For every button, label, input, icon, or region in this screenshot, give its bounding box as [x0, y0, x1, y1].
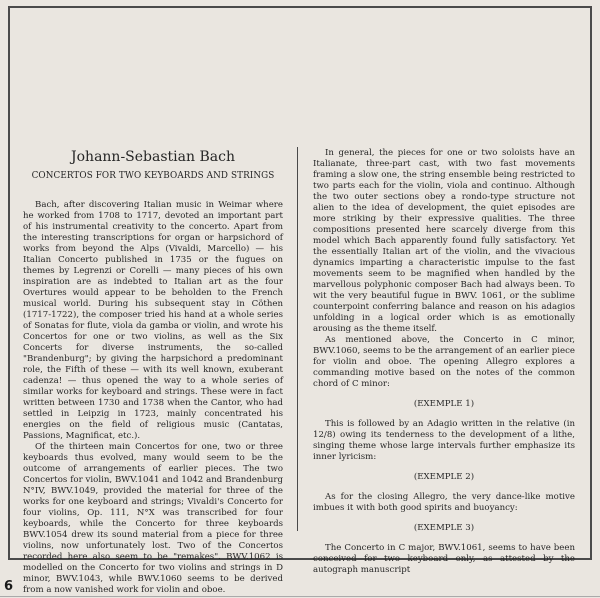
- right-paragraph-5: The Concerto in C major, BWV.1061, seems to have been conceived for two keyboard only, as attested by the autograph manuscript: [313, 543, 575, 575]
- footer-rule: [0, 596, 600, 597]
- left-column: [23, 200, 283, 596]
- example-2-label: (EXEMPLE 2): [413, 472, 475, 482]
- document-subtitle: CONCERTOS FOR TWO KEYBOARDS AND STRINGS: [31, 171, 275, 181]
- right-paragraph-4: As for the closing Allegro, the very dance-like motive imbues it with both good spirits and buoyancy:: [313, 492, 575, 513]
- page-number: 6: [4, 579, 14, 594]
- right-column: [313, 148, 575, 576]
- column-divider: [297, 147, 298, 531]
- left-paragraph-2: Of the thirteen main Concertos for one, two or three keyboards thus evolved, many would seem to be the outcome of arrangements of earlier pieces. The two Concertos for violin, BWV.1041 and 1042 and Brandenburg N°IV, BWV.1049, provided the material for three of the works for one keyboard and strings; Vivaldi's Concerto for four violins, Op. 111, N°X was transcribed for four keyboards, while the Concerto for three keyboards BWV.1054 drew its sound material from a piece for three violins, now unfortunately lost. Two of the Concertos recorded here also seem to be "remakes". BWV.1062 is modelled on the Concerto for two violins and strings in D minor, BWV.1043, while BWV.1060 seems to be derived from a now vanished work for violin and oboe.: [23, 442, 283, 595]
- left-paragraph-1: Bach, after discovering Italian music in Weimar where he worked from 1708 to 1717, devoted an important part of his instrumental creativity to the concerto. Apart from the interesting transcriptions for organ or harpsichord of works from beyond the Alps (Vivaldi, Marcello) — his Italian Concerto published in 1735 or the fugues on themes by Legrenzi or Corelli — many pieces of his own inspiration are as indebted to Italian art as the four Overtures would appear to be beholden to the French musical world. During his subsequent stay in Cöthen (1717-1722), the composer tried his hand at a whole series of Sonatas for flute, viola da gamba or violin, and wrote his Concertos for one or two violins, as well as the Six Concerts for diverse instruments, the so-called "Brandenburg"; by giving the harpsichord a predominant role, the Fifth of these — with its well known, exuberant cadenza! — thus opened the way to a whole series of similar works for keyboard and strings. These were in fact written between 1730 and 1738 when the Cantor, who had settled in Leipzig in 1723, mainly concentrated his energies on the field of religious music (Cantatas, Passions, Magnificat, etc.).: [23, 200, 283, 441]
- right-paragraph-3: This is followed by an Adagio written in the relative (in 12/8) owing its tenderness to the development of a lithe, singing theme whose large intervals further emphasize its inner lyricism:: [313, 419, 575, 462]
- example-1-label: (EXEMPLE 1): [413, 399, 475, 409]
- example-3-label: (EXEMPLE 3): [413, 523, 475, 533]
- document-title: Johann-Sebastian Bach: [71, 149, 235, 165]
- right-paragraph-2: As mentioned above, the Concerto in C minor, BWV.1060, seems to be the arrangement of an earlier piece for violin and oboe. The opening Allegro explores a commanding motive based on the notes of the common chord of C minor:: [313, 335, 575, 389]
- right-paragraph-1: In general, the pieces for one or two soloists have an Italianate, three-part cast, with two fast movements framing a slow one, the string ensemble being restricted to two parts each for the violin, viola and continuo. Although the two outer sections obey a rondo-type structure not alien to the idea of development, the quiet episodes are more striking by their expressive qualities. The three compositions presented here scarcely diverge from this model which Bach apparently found fully satisfactory. Yet the essentially Italian art of the violin, and the vivacious dynamics imparting a characteristic impulse to the fast movements seem to be magnified when handled by the marvellous polyphonic composer Bach had always been. To wit the very beautiful fugue in BWV. 1061, or the sublime counterpoint conferring balance and reason on his adagios unfolding in a logical order which is as emotionally arousing as the theme itself.: [313, 148, 575, 334]
